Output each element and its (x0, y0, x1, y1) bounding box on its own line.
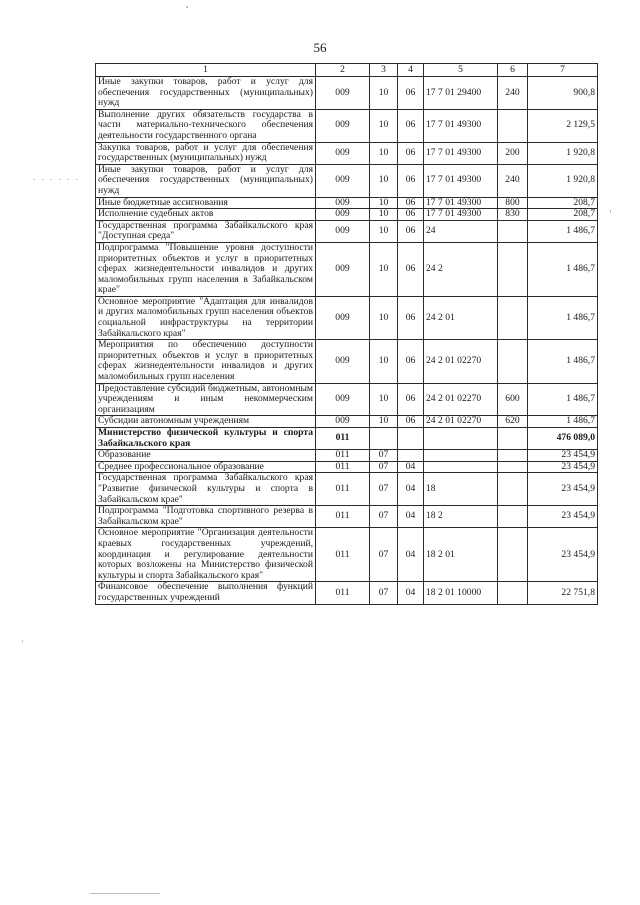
item-name-cell: Финансовое обеспечение выполнения функций государственных учреждений (96, 582, 316, 604)
subsection-code-cell: 06 (398, 340, 424, 383)
target-article-code-cell: 17 7 01 49300 (424, 197, 498, 209)
amount-cell: 1 486,7 (528, 383, 598, 416)
expense-type-code-cell: 800 (498, 197, 528, 209)
item-name-cell: Подпрограмма "Повышение уровня доступности приоритетных объектов и услуг в приоритетных сферах жизнедеятельности инвалидов и других маломобильных групп населения в Забайкальском крае" (96, 242, 316, 296)
ministry-code-cell: 009 (316, 220, 370, 242)
target-article-code-cell (424, 461, 498, 473)
amount-cell: 23 454,9 (528, 473, 598, 506)
amount-cell: 1 486,7 (528, 340, 598, 383)
item-name-cell: Иные бюджетные ассигнования (96, 197, 316, 209)
amount-cell: 476 089,0 (528, 428, 598, 450)
table-row (96, 383, 598, 416)
column-header: 4 (398, 64, 424, 77)
ministry-code-cell: 011 (316, 428, 370, 450)
section-code-cell: 07 (370, 450, 398, 462)
subsection-code-cell: 04 (398, 582, 424, 604)
scan-speck (22, 640, 23, 642)
item-name-cell: Иные закупки товаров, работ и услуг для обеспечения государственных (муниципальных) нужд (96, 164, 316, 197)
target-article-code-cell: 24 2 01 (424, 296, 498, 339)
column-header: 6 (498, 64, 528, 77)
table-row (96, 450, 598, 462)
ministry-code-cell: 009 (316, 340, 370, 383)
expense-type-code-cell (498, 220, 528, 242)
target-article-code-cell: 24 (424, 220, 498, 242)
page-number: 56 (313, 40, 327, 55)
amount-cell: 1 486,7 (528, 242, 598, 296)
item-name-cell: Иные закупки товаров, работ и услуг для обеспечения государственных (муниципальных) нужд (96, 77, 316, 110)
subsection-code-cell: 04 (398, 461, 424, 473)
section-code-cell: 10 (370, 242, 398, 296)
column-header: 3 (370, 64, 398, 77)
expense-type-code-cell (498, 473, 528, 506)
subsection-code-cell: 04 (398, 506, 424, 528)
item-name-cell: Предоставление субсидий бюджетным, автономным учреждениям и иным некоммерческим организациям (96, 383, 316, 416)
table-row (96, 77, 598, 110)
ministry-code-cell: 009 (316, 197, 370, 209)
section-code-cell: 10 (370, 164, 398, 197)
table-row (96, 209, 598, 221)
section-code-cell: 10 (370, 296, 398, 339)
table-body (96, 77, 598, 605)
expense-type-code-cell: 240 (498, 164, 528, 197)
subsection-code-cell: 06 (398, 164, 424, 197)
ministry-code-cell: 009 (316, 383, 370, 416)
ministry-code-cell: 011 (316, 473, 370, 506)
target-article-code-cell: 17 7 01 29400 (424, 77, 498, 110)
item-name-cell: Основное мероприятие "Адаптация для инвалидов и других маломобильных групп населения объектов социальной инфраструктуры на территории Забайкальского края" (96, 296, 316, 339)
expense-type-code-cell: 600 (498, 383, 528, 416)
subsection-code-cell: 06 (398, 142, 424, 164)
scan-speck (610, 210, 611, 213)
scan-speck (186, 6, 188, 8)
expense-type-code-cell (498, 582, 528, 604)
ministry-code-cell: 009 (316, 416, 370, 428)
amount-cell: 1 486,7 (528, 220, 598, 242)
table-row (96, 142, 598, 164)
item-name-cell: Образование (96, 450, 316, 462)
item-name-cell: Мероприятия по обеспечению доступности приоритетных объектов и услуг в приоритетных сферах жизнедеятельности инвалидов и других маломобильных групп населения (96, 340, 316, 383)
amount-cell: 1 486,7 (528, 416, 598, 428)
subsection-code-cell: 06 (398, 197, 424, 209)
section-code-cell: 10 (370, 109, 398, 142)
expense-type-code-cell (498, 296, 528, 339)
section-code-cell: 10 (370, 383, 398, 416)
section-code-cell: 07 (370, 528, 398, 582)
section-code-cell: 10 (370, 220, 398, 242)
section-code-cell: 10 (370, 416, 398, 428)
amount-cell: 23 454,9 (528, 528, 598, 582)
expense-type-code-cell: 200 (498, 142, 528, 164)
subsection-code-cell: 06 (398, 296, 424, 339)
expense-type-code-cell (498, 109, 528, 142)
section-code-cell (370, 428, 398, 450)
expense-type-code-cell: 620 (498, 416, 528, 428)
target-article-code-cell: 17 7 01 49300 (424, 209, 498, 221)
table-row (96, 340, 598, 383)
amount-cell: 23 454,9 (528, 450, 598, 462)
ministry-code-cell: 011 (316, 528, 370, 582)
subsection-code-cell: 06 (398, 242, 424, 296)
item-name-cell: Государственная программа Забайкальского края "Доступная среда" (96, 220, 316, 242)
target-article-code-cell: 18 2 01 (424, 528, 498, 582)
expense-type-code-cell (498, 528, 528, 582)
target-article-code-cell: 18 2 01 10000 (424, 582, 498, 604)
ministry-code-cell: 009 (316, 142, 370, 164)
ministry-code-cell: 011 (316, 461, 370, 473)
target-article-code-cell: 24 2 (424, 242, 498, 296)
subsection-code-cell (398, 428, 424, 450)
column-header: 5 (424, 64, 498, 77)
ministry-code-cell: 009 (316, 164, 370, 197)
ministry-code-cell: 009 (316, 296, 370, 339)
section-code-cell: 10 (370, 77, 398, 110)
expense-type-code-cell (498, 242, 528, 296)
target-article-code-cell: 17 7 01 49300 (424, 109, 498, 142)
section-code-cell: 07 (370, 506, 398, 528)
table-row (96, 296, 598, 339)
subsection-code-cell: 06 (398, 383, 424, 416)
expense-type-code-cell (498, 428, 528, 450)
column-header: 1 (96, 64, 316, 77)
ministry-code-cell: 009 (316, 77, 370, 110)
ministry-code-cell: 011 (316, 506, 370, 528)
table-row (96, 197, 598, 209)
item-name-cell: Государственная программа Забайкальского края "Развитие физической культуры и спорта в Забайкальском крае" (96, 473, 316, 506)
amount-cell: 1 920,8 (528, 142, 598, 164)
amount-cell: 208,7 (528, 209, 598, 221)
amount-cell: 1 486,7 (528, 296, 598, 339)
ministry-code-cell: 011 (316, 450, 370, 462)
subsection-code-cell: 06 (398, 209, 424, 221)
item-name-cell: Среднее профессиональное образование (96, 461, 316, 473)
margin-mark: . . . . . . (33, 172, 80, 182)
subsection-code-cell: 06 (398, 220, 424, 242)
table-row (96, 428, 598, 450)
table-row (96, 506, 598, 528)
table-row (96, 220, 598, 242)
table-row (96, 109, 598, 142)
target-article-code-cell: 24 2 01 02270 (424, 416, 498, 428)
item-name-cell: Закупка товаров, работ и услуг для обеспечения государственных (муниципальных) нужд (96, 142, 316, 164)
amount-cell: 208,7 (528, 197, 598, 209)
scan-speck (90, 893, 160, 894)
ministry-code-cell: 009 (316, 109, 370, 142)
amount-cell: 22 751,8 (528, 582, 598, 604)
section-code-cell: 10 (370, 209, 398, 221)
item-name-cell: Подпрограмма "Подготовка спортивного резерва в Забайкальском крае" (96, 506, 316, 528)
subsection-code-cell: 04 (398, 473, 424, 506)
ministry-code-cell: 011 (316, 582, 370, 604)
amount-cell: 1 920,8 (528, 164, 598, 197)
budget-table (95, 63, 598, 605)
target-article-code-cell: 17 7 01 49300 (424, 164, 498, 197)
item-name-cell: Основное мероприятие "Организация деятельности краевых государственных учреждений, координация и регулирование деятельности которых возложены на Министерство физической культуры и спорта Забайкальского края" (96, 528, 316, 582)
item-name-cell: Министерство физической культуры и спорта Забайкальского края (96, 428, 316, 450)
subsection-code-cell (398, 450, 424, 462)
column-header: 2 (316, 64, 370, 77)
target-article-code-cell: 24 2 01 02270 (424, 340, 498, 383)
item-name-cell: Исполнение судебных актов (96, 209, 316, 221)
amount-cell: 23 454,9 (528, 506, 598, 528)
expense-type-code-cell: 240 (498, 77, 528, 110)
subsection-code-cell: 06 (398, 416, 424, 428)
expense-type-code-cell (498, 450, 528, 462)
target-article-code-cell (424, 450, 498, 462)
subsection-code-cell: 04 (398, 528, 424, 582)
target-article-code-cell: 17 7 01 49300 (424, 142, 498, 164)
column-header: 7 (528, 64, 598, 77)
subsection-code-cell: 06 (398, 109, 424, 142)
expense-type-code-cell: 830 (498, 209, 528, 221)
section-code-cell: 07 (370, 473, 398, 506)
target-article-code-cell: 18 2 (424, 506, 498, 528)
table-row (96, 461, 598, 473)
table-header-row (96, 64, 598, 77)
section-code-cell: 07 (370, 461, 398, 473)
ministry-code-cell: 009 (316, 242, 370, 296)
section-code-cell: 07 (370, 582, 398, 604)
table-row (96, 416, 598, 428)
amount-cell: 900,8 (528, 77, 598, 110)
subsection-code-cell: 06 (398, 77, 424, 110)
section-code-cell: 10 (370, 340, 398, 383)
table-row (96, 164, 598, 197)
expense-type-code-cell (498, 506, 528, 528)
amount-cell: 2 129,5 (528, 109, 598, 142)
table-row (96, 582, 598, 604)
table-row (96, 528, 598, 582)
expense-type-code-cell (498, 340, 528, 383)
expense-type-code-cell (498, 461, 528, 473)
section-code-cell: 10 (370, 142, 398, 164)
table-row (96, 473, 598, 506)
item-name-cell: Выполнение других обязательств государства в части материально-технического обеспечения деятельности государственного органа (96, 109, 316, 142)
target-article-code-cell: 24 2 01 02270 (424, 383, 498, 416)
target-article-code-cell: 18 (424, 473, 498, 506)
item-name-cell: Субсидии автономным учреждениям (96, 416, 316, 428)
target-article-code-cell (424, 428, 498, 450)
ministry-code-cell: 009 (316, 209, 370, 221)
section-code-cell: 10 (370, 197, 398, 209)
amount-cell: 23 454,9 (528, 461, 598, 473)
table-row (96, 242, 598, 296)
